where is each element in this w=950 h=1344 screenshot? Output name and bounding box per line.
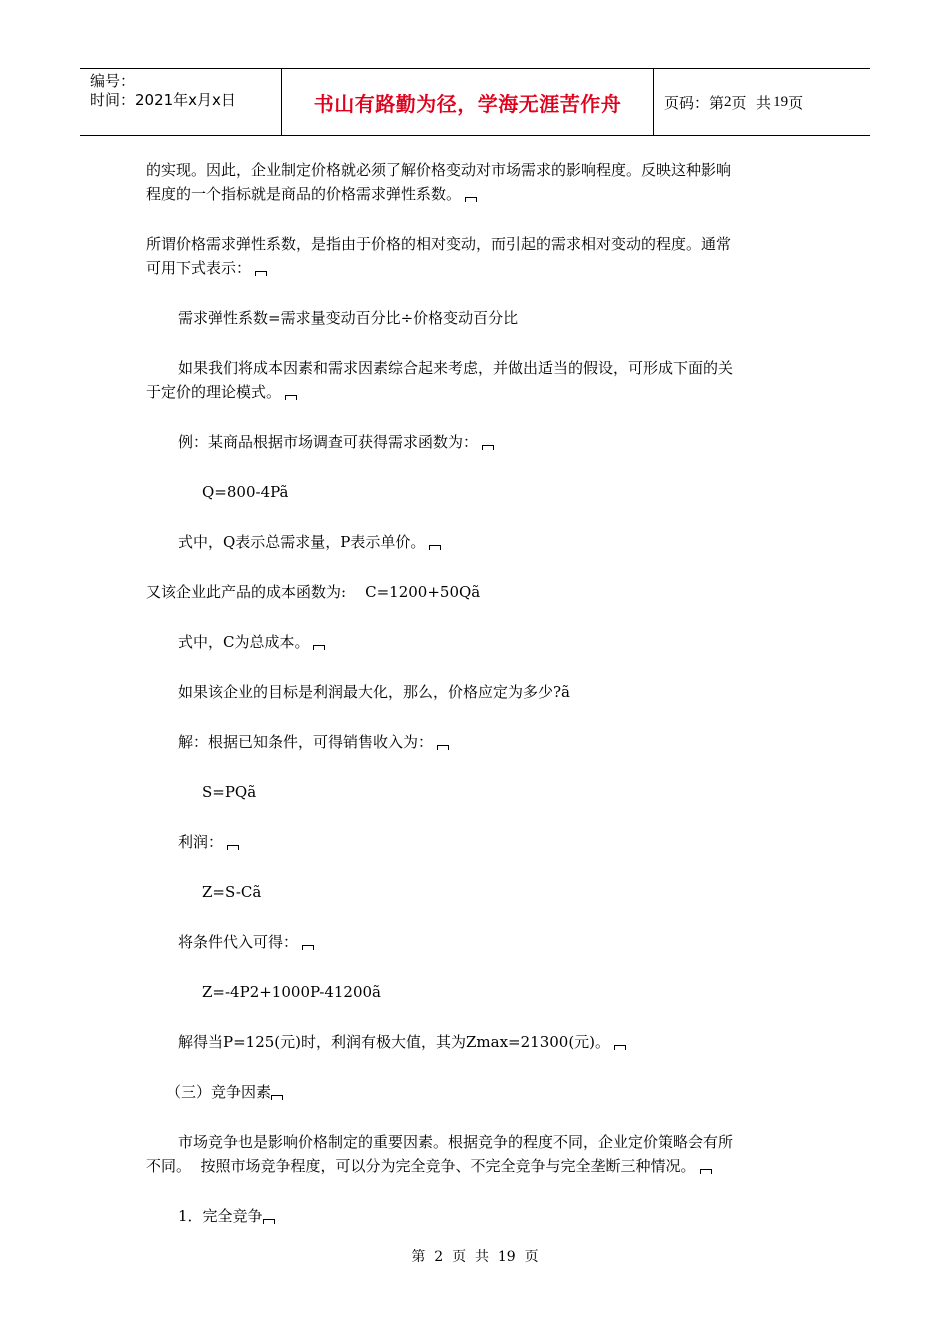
paragraph-line: 解：根据已知条件，可得销售收入为： [146, 730, 810, 754]
equation-line: Z=-4P2+1000P-41200ã [202, 983, 381, 1001]
header-motto: 书山有路勤为径，学海无涯苦作舟 [282, 69, 654, 135]
list-item-heading: 1．完全竞争 [146, 1204, 810, 1228]
paragraph-mark-icon [285, 395, 297, 400]
paragraph-line: 不同。 按照市场竞争程度，可以分为完全竞争、不完全竞争与完全垄断三种情况。 [146, 1154, 810, 1178]
formula-line: 需求弹性系数=需求量变动百分比÷价格变动百分比 [178, 309, 519, 327]
section-heading: （三）竞争因素 [146, 1080, 810, 1104]
paragraph-mark-icon [437, 745, 449, 750]
paragraph-line: 可用下式表示： [146, 256, 810, 280]
paragraph-mark-icon [255, 271, 267, 276]
document-time-label: 时间：2021年x月x日 [90, 91, 236, 109]
equation-line: Q=800-4Pã [202, 483, 289, 501]
page-end: 页 [788, 93, 804, 112]
page-label: 页码：第 [664, 93, 725, 112]
footer-page-number: 第 2 页 共 19 页 [411, 1249, 539, 1265]
paragraph-mark-icon [429, 545, 441, 550]
header-page-info [654, 69, 870, 135]
paragraph-mark-icon [271, 1095, 283, 1100]
document-body [146, 158, 810, 1228]
page-number: 2 [724, 93, 732, 110]
document-number-label: 编号： [90, 72, 136, 90]
paragraph-line: 例：某商品根据市场调查可获得需求函数为： [146, 430, 810, 454]
paragraph-line: 利润： [146, 830, 810, 854]
paragraph-mark-icon [302, 945, 314, 950]
paragraph-line: 将条件代入可得： [146, 930, 810, 954]
paragraph-mark-icon [313, 645, 325, 650]
page-footer [0, 1246, 950, 1266]
header-meta [80, 69, 282, 135]
paragraph-line: 解得当P=125(元)时，利润有极大值，其为Zmax=21300(元)。 [146, 1030, 810, 1054]
paragraph-mark-icon [700, 1169, 712, 1174]
paragraph-line: 式中，C为总成本。 [146, 630, 810, 654]
paragraph-line: 程度的一个指标就是商品的价格需求弹性系数。 [146, 182, 810, 206]
paragraph-mark-icon [465, 197, 477, 202]
paragraph-line: 又该企业此产品的成本函数为: C=1200+50Qã [146, 583, 481, 601]
paragraph-line: 所谓价格需求弹性系数，是指由于价格的相对变动，而引起的需求相对变动的程度。通常 [146, 235, 732, 253]
equation-line: S=PQã [202, 783, 257, 801]
paragraph-mark-icon [614, 1045, 626, 1050]
paragraph-mark-icon [482, 445, 494, 450]
page-mid: 页 共 [731, 93, 772, 112]
paragraph-line: 市场竞争也是影响价格制定的重要因素。根据竞争的程度不同，企业定价策略会有所 [178, 1133, 734, 1151]
paragraph-mark-icon [227, 845, 239, 850]
equation-line: Z=S-Cã [202, 883, 262, 901]
page-header [80, 68, 870, 136]
paragraph-line: 于定价的理论模式。 [146, 380, 810, 404]
paragraph-mark-icon [263, 1219, 275, 1224]
paragraph-line: 的实现。因此，企业制定价格就必须了解价格变动对市场需求的影响程度。反映这种影响 [146, 161, 732, 179]
page-total: 19 [773, 93, 789, 110]
paragraph-line: 式中，Q表示总需求量，P表示单价。 [146, 530, 810, 554]
paragraph-line: 如果该企业的目标是利润最大化，那么，价格应定为多少?ã [178, 683, 570, 701]
paragraph-line: 如果我们将成本因素和需求因素综合起来考虑，并做出适当的假设，可形成下面的关 [178, 359, 734, 377]
